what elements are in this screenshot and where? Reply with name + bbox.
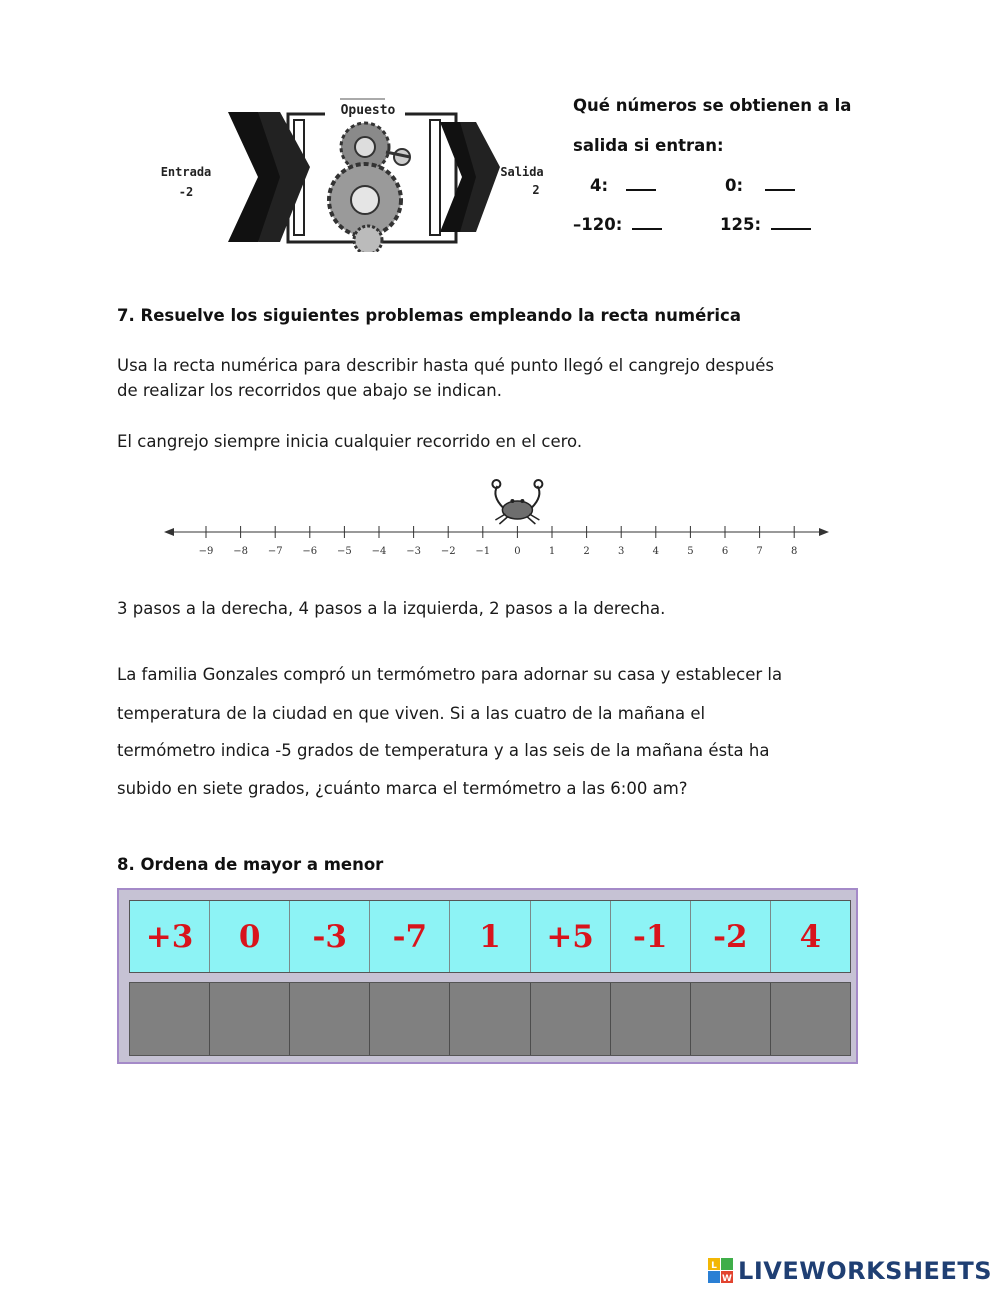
number-tile[interactable]: 0: [210, 901, 290, 972]
ordering-widget: [117, 888, 858, 1064]
number-line-tick-label: −5: [337, 546, 352, 557]
drop-slot[interactable]: [130, 983, 210, 1055]
answer-item-0: [725, 176, 795, 195]
problem-line-3: termómetro indica -5 grados de temperatura y a las seis de la mañana ésta ha: [117, 741, 770, 760]
section-7-heading: 7. Resuelve los siguientes problemas empleando la recta numérica: [117, 306, 741, 325]
question-line-1: Qué números se obtienen a la: [573, 96, 852, 115]
number-line-tick-label: 8: [791, 546, 798, 557]
number-tile[interactable]: -3: [290, 901, 370, 972]
machine-title: Opuesto: [340, 103, 396, 118]
left-arrow-icon: [164, 528, 174, 536]
answer-item-125: [720, 215, 811, 234]
number-line-tick-label: −1: [475, 546, 491, 557]
badge-letter: L: [711, 1261, 717, 1271]
problem-line-4: subido en siete grados, ¿cuánto marca el termómetro a las 6:00 am?: [117, 779, 688, 798]
answer-item-4: [590, 176, 656, 195]
number-line-tick-label: −6: [302, 546, 318, 557]
number-line-tick-label: 1: [548, 546, 556, 557]
liveworksheets-logo[interactable]: [708, 1256, 992, 1286]
drop-slot[interactable]: [210, 983, 290, 1055]
question-line-2: salida si entran:: [573, 136, 724, 155]
drop-slot[interactable]: [531, 983, 611, 1055]
number-tile[interactable]: -2: [691, 901, 771, 972]
answer-blank[interactable]: [765, 188, 795, 191]
opposite-machine-diagram: [140, 92, 560, 252]
crab-rule: El cangrejo siempre inicia cualquier recorrido en el cero.: [117, 432, 583, 451]
number-line-tick-label: −4: [371, 546, 387, 557]
number-line-tick-label: 5: [687, 546, 694, 557]
problem-line-1: La familia Gonzales compró un termómetro para adornar su casa y establecer la: [117, 665, 783, 684]
output-value: 2: [532, 183, 540, 197]
number-tile[interactable]: -1: [611, 901, 691, 972]
answer-blank[interactable]: [771, 227, 811, 230]
number-line-svg: [160, 474, 840, 574]
crab-icon: [492, 480, 542, 524]
section-8-heading: 8. Ordena de mayor a menor: [117, 855, 384, 874]
number-line-tick-label: −2: [440, 546, 456, 557]
drop-slot[interactable]: [611, 983, 691, 1055]
answer-blank[interactable]: [626, 188, 656, 191]
number-tile[interactable]: +5: [531, 901, 611, 972]
answer-label: 4:: [590, 176, 609, 195]
drop-slot[interactable]: [370, 983, 450, 1055]
input-value: -2: [178, 185, 194, 199]
number-line-tick-label: 6: [721, 546, 729, 557]
liveworksheets-badge-icon: [708, 1258, 734, 1284]
drop-slot[interactable]: [691, 983, 771, 1055]
number-tiles-row: [129, 900, 851, 973]
number-line-tick-label: −9: [198, 546, 214, 557]
drop-slot[interactable]: [450, 983, 530, 1055]
number-tile[interactable]: 4: [771, 901, 850, 972]
crab-steps: 3 pasos a la derecha, 4 pasos a la izquierda, 2 pasos a la derecha.: [117, 599, 666, 618]
problem-line-2: temperatura de la ciudad en que viven. Si a las cuatro de la mañana el: [117, 704, 706, 723]
input-label: Entrada: [160, 165, 212, 179]
number-line-tick-label: −3: [406, 546, 421, 557]
number-line-tick-label: 2: [583, 546, 590, 557]
number-line-tick-label: 7: [756, 546, 763, 557]
answer-item-neg120: [573, 215, 662, 234]
drop-slot[interactable]: [771, 983, 850, 1055]
drop-slots-row: [129, 982, 851, 1056]
number-line-tick-label: −7: [267, 546, 283, 557]
logo-text: LIVEWORKSHEETS: [738, 1257, 992, 1285]
number-line: [160, 474, 840, 574]
right-arrow-icon: [819, 528, 829, 536]
number-line-tick-label: −8: [233, 546, 248, 557]
output-label: Salida: [500, 165, 544, 179]
drop-slot[interactable]: [290, 983, 370, 1055]
answer-label: 0:: [725, 176, 744, 195]
answer-label: –120:: [573, 215, 623, 234]
number-tile[interactable]: 1: [450, 901, 530, 972]
instructions-line-1: Usa la recta numérica para describir hasta qué punto llegó el cangrejo después: [117, 356, 774, 375]
answer-blank[interactable]: [632, 227, 662, 230]
number-line-tick-label: 4: [652, 546, 659, 557]
badge-letter: W: [722, 1274, 732, 1284]
number-tile[interactable]: -7: [370, 901, 450, 972]
number-line-tick-label: 0: [514, 546, 521, 557]
number-line-tick-label: 3: [618, 546, 625, 557]
instructions-line-2: de realizar los recorridos que abajo se indican.: [117, 381, 502, 400]
answer-label: 125:: [720, 215, 762, 234]
number-tile[interactable]: +3: [130, 901, 210, 972]
